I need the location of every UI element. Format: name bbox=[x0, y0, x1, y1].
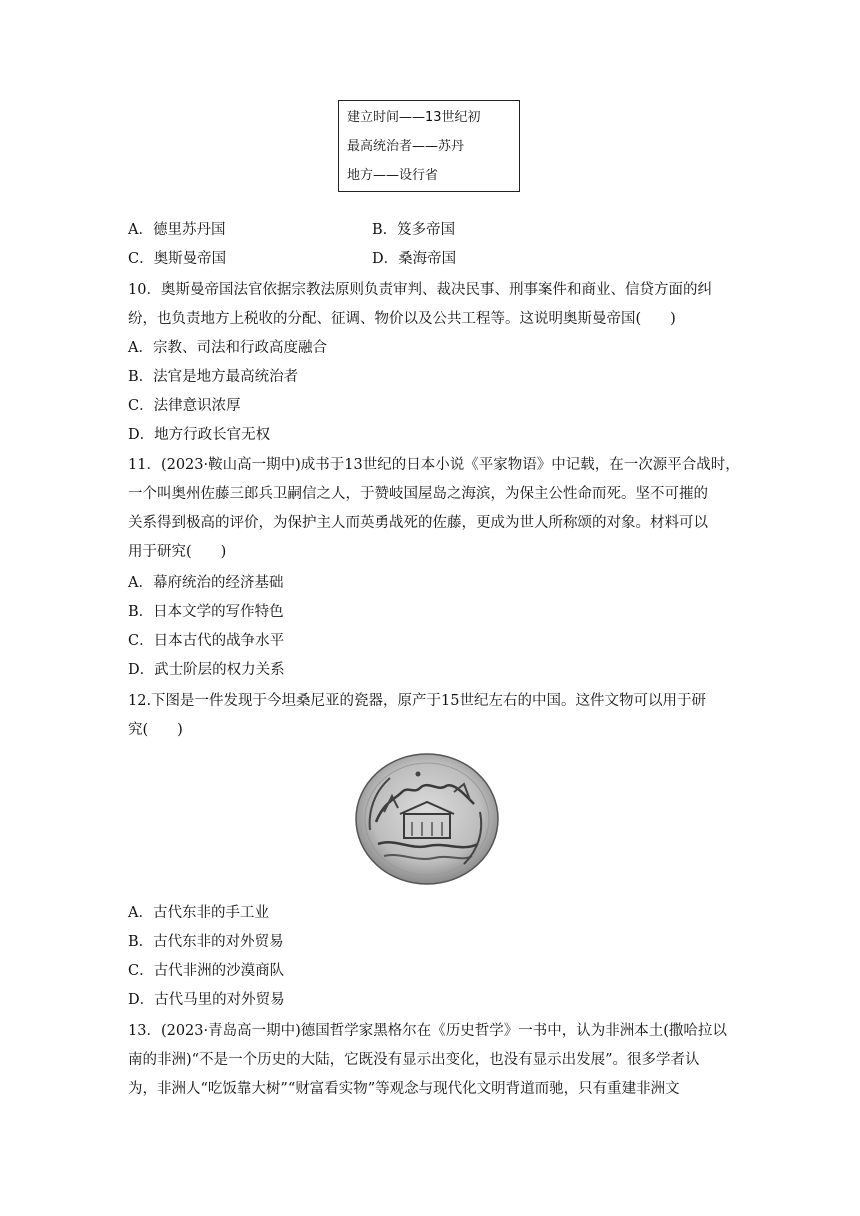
q12-option-d[interactable]: D．古代马里的对外贸易 bbox=[128, 992, 285, 1008]
q10-option-a[interactable]: A．宗教、司法和行政高度融合 bbox=[128, 340, 327, 356]
q13-stem-line: 南的非洲)“不是一个历史的大陆，它既没有显示出变化，也没有显示出发展”。很多学者认 bbox=[128, 1052, 700, 1068]
q13-stem-line: 为，非洲人“吃饭靠大树”“财富看实物”等观念与现代化文明背道而驰，只有重建非洲文 bbox=[128, 1081, 680, 1097]
q10-stem-line: 10．奥斯曼帝国法官依据宗教法原则负责审判、裁决民事、刑事案件和商业、信贷方面的纠 bbox=[128, 282, 712, 298]
porcelain-plate-image bbox=[354, 752, 500, 886]
q11-option-d[interactable]: D．武士阶层的权力关系 bbox=[128, 662, 285, 678]
q10-option-b[interactable]: B．法官是地方最高统治者 bbox=[128, 369, 299, 385]
q12-option-b[interactable]: B．古代东非的对外贸易 bbox=[128, 934, 284, 950]
q11-stem-line: 关系得到极高的评价，为保护主人而英勇战死的佐藤，更成为世人所称颂的对象。材料可以 bbox=[128, 515, 708, 531]
q9-option-c[interactable]: C．奥斯曼帝国 bbox=[128, 251, 227, 267]
material-line: 建立时间——13世纪初 bbox=[347, 110, 481, 125]
q12-option-a[interactable]: A．古代东非的手工业 bbox=[128, 905, 269, 921]
material-line: 地方——设行省 bbox=[347, 168, 439, 183]
q12-stem-line: 究( ) bbox=[128, 722, 183, 738]
q9-option-a[interactable]: A．德里苏丹国 bbox=[128, 222, 226, 238]
q12-option-c[interactable]: C．古代非洲的沙漠商队 bbox=[128, 963, 285, 979]
q10-option-d[interactable]: D．地方行政长官无权 bbox=[128, 427, 271, 443]
material-box bbox=[338, 100, 520, 192]
q11-stem-line: 11．(2023·鞍山高一期中)成书于13世纪的日本小说《平家物语》中记载，在一次源平合战时， bbox=[128, 457, 740, 473]
material-line: 最高统治者——苏丹 bbox=[347, 139, 465, 154]
q11-option-c[interactable]: C．日本古代的战争水平 bbox=[128, 633, 285, 649]
q9-option-b[interactable]: B．笈多帝国 bbox=[372, 222, 456, 238]
q9-option-d[interactable]: D．桑海帝国 bbox=[372, 251, 457, 267]
q12-stem-line: 12.下图是一件发现于今坦桑尼亚的瓷器，原产于15世纪左右的中国。这件文物可以用于研 bbox=[128, 693, 707, 709]
q11-option-b[interactable]: B．日本文学的写作特色 bbox=[128, 604, 284, 620]
q11-stem-line: 用于研究( ) bbox=[128, 544, 227, 560]
q11-option-a[interactable]: A．幕府统治的经济基础 bbox=[128, 575, 284, 591]
q13-stem-line: 13．(2023·青岛高一期中)德国哲学家黑格尔在《历史哲学》一书中，认为非洲本土(撒哈拉以 bbox=[128, 1023, 727, 1039]
q10-stem-line: 纷，也负责地方上税收的分配、征调、物价以及公共工程等。这说明奥斯曼帝国( ) bbox=[128, 311, 676, 327]
q11-stem-line: 一个叫奥州佐藤三郎兵卫嗣信之人，于赞岐国屋岛之海滨，为保主公性命而死。坚不可摧的 bbox=[128, 486, 708, 502]
q10-option-c[interactable]: C．法律意识浓厚 bbox=[128, 398, 241, 414]
